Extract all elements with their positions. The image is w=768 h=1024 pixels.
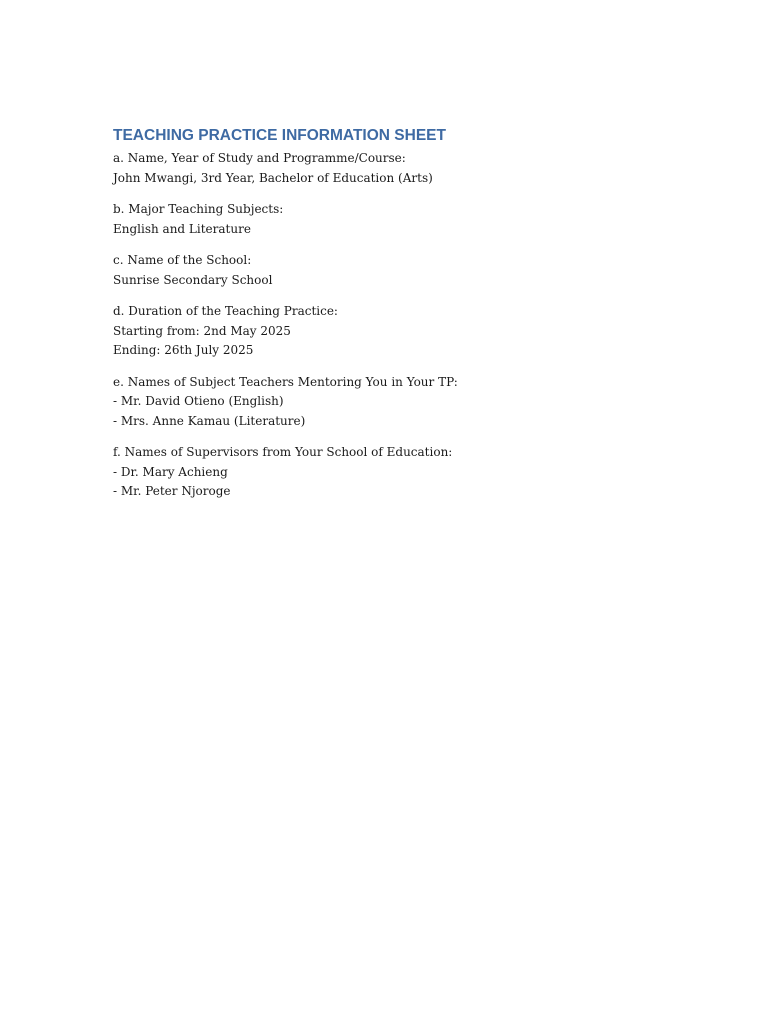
section-answer: John Mwangi, 3rd Year, Bachelor of Education (Arts)	[113, 170, 433, 185]
section-question: b. Major Teaching Subjects:	[113, 202, 284, 216]
section-supervisors	[113, 443, 673, 502]
section-question: f. Names of Supervisors from Your School of Education:	[113, 445, 453, 459]
section-answer: English and Literature	[113, 221, 251, 236]
section-mentoring-teachers	[113, 373, 673, 432]
section-school-name	[113, 251, 673, 290]
section-question: d. Duration of the Teaching Practice:	[113, 304, 338, 318]
section-answer: Sunrise Secondary School	[113, 272, 273, 287]
section-answer-start: Starting from: 2nd May 2025	[113, 323, 291, 338]
section-question: a. Name, Year of Study and Programme/Course:	[113, 151, 406, 165]
list-item: - Mrs. Anne Kamau (Literature)	[113, 413, 306, 428]
section-question: e. Names of Subject Teachers Mentoring You in Your TP:	[113, 374, 458, 389]
list-item: - Mr. David Otieno (English)	[113, 394, 284, 408]
section-answer-end: Ending: 26th July 2025	[113, 343, 254, 357]
list-item: - Dr. Mary Achieng	[113, 464, 228, 479]
document-title: TEACHING PRACTICE INFORMATION SHEET	[113, 127, 446, 144]
section-teaching-subjects	[113, 200, 673, 239]
section-question: c. Name of the School:	[113, 253, 252, 267]
section-duration	[113, 302, 673, 361]
list-item: - Mr. Peter Njoroge	[113, 484, 231, 498]
document-body	[113, 126, 673, 514]
section-name-year-programme	[113, 149, 673, 188]
